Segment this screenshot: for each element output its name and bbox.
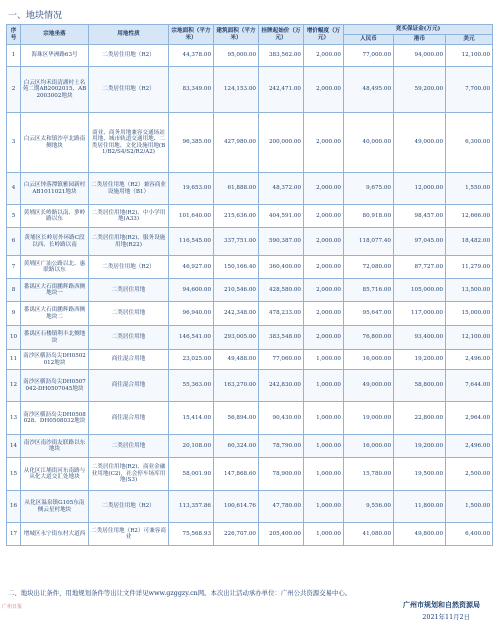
cell-no: 1 <box>7 45 21 67</box>
table-row <box>7 279 493 302</box>
cell-building: 150,166.40 <box>214 256 259 279</box>
cell-no: 12 <box>7 370 21 402</box>
table-row <box>7 205 493 228</box>
cell-use: 二类居住用地(R2)、服务设施用地(R22) <box>89 228 169 256</box>
land-parcel-table <box>6 24 493 546</box>
cell-no: 14 <box>7 435 21 458</box>
cell-building: 49,488.00 <box>214 350 259 370</box>
cell-location: 南沙区横沥岛尖DH0502012地块 <box>21 350 89 370</box>
cell-hkd: 93,400.00 <box>394 326 446 350</box>
cell-building: 293,005.00 <box>214 326 259 350</box>
cell-no: 8 <box>7 279 21 302</box>
cell-hkd: 11,800.00 <box>394 491 446 523</box>
cell-hkd: 94,000.00 <box>394 45 446 67</box>
header-increment: 增价幅度（万元） <box>304 25 344 45</box>
cell-building: 427,980.00 <box>214 113 259 173</box>
cell-price: 360,400.00 <box>259 256 304 279</box>
cell-no: 9 <box>7 302 21 326</box>
cell-hkd: 49,800.00 <box>394 523 446 546</box>
cell-area: 75,568.93 <box>169 523 214 546</box>
cell-use: 二类居住用地（R2） <box>89 45 169 67</box>
cell-increment: 1,000.00 <box>304 370 344 402</box>
cell-price: 200,000.00 <box>259 113 304 173</box>
header-use: 用地性质 <box>89 25 169 45</box>
cell-increment: 2,000.00 <box>304 326 344 350</box>
cell-rmb: 80,918.00 <box>344 205 394 228</box>
cell-location: 黄埔区广汕公路以北、惠联路以东 <box>21 256 89 279</box>
cell-area: 19,653.00 <box>169 173 214 205</box>
cell-price: 590,387.00 <box>259 228 304 256</box>
cell-rmb: 77,000.00 <box>344 45 394 67</box>
cell-use: 二类居住用地 <box>89 435 169 458</box>
cell-hkd: 19,500.00 <box>394 458 446 491</box>
cell-location: 增城区永宁街东村大道西 <box>21 523 89 546</box>
cell-building: 337,751.00 <box>214 228 259 256</box>
cell-usd: 12,100.00 <box>446 326 493 350</box>
cell-usd: 7,700.00 <box>446 67 493 113</box>
cell-usd: 12,666.00 <box>446 205 493 228</box>
cell-no: 15 <box>7 458 21 491</box>
cell-hkd: 22,800.00 <box>394 402 446 435</box>
cell-use: 商住混合用地 <box>89 402 169 435</box>
cell-price: 428,580.00 <box>259 279 304 302</box>
cell-increment: 1,000.00 <box>304 435 344 458</box>
cell-usd: 6,300.00 <box>446 113 493 173</box>
cell-use: 二类居住用地（R2）可兼容商业 <box>89 523 169 546</box>
table-row <box>7 45 493 67</box>
cell-rmb: 16,000.00 <box>344 435 394 458</box>
cell-price: 404,591.00 <box>259 205 304 228</box>
cell-usd: 13,500.00 <box>446 279 493 302</box>
footer-note: 二、地块出让条件，用地规划条件等出让文件详见www.gzggzy.cn网。本次出让活动承办单位：广州公共资源交易中心。 <box>8 589 352 597</box>
cell-usd: 12,100.00 <box>446 45 493 67</box>
cell-area: 96,940.00 <box>169 302 214 326</box>
header-hkd: 港币 <box>394 35 446 45</box>
cell-increment: 1,000.00 <box>304 491 344 523</box>
cell-rmb: 41,080.00 <box>344 523 394 546</box>
cell-price: 78,790.00 <box>259 435 304 458</box>
table-row <box>7 173 493 205</box>
section-heading: 一、地块情况 <box>8 11 63 21</box>
cell-hkd: 105,000.00 <box>394 279 446 302</box>
cell-increment: 2,000.00 <box>304 67 344 113</box>
cell-area: 113,357.86 <box>169 491 214 523</box>
cell-usd: 6,400.00 <box>446 523 493 546</box>
header-area: 宗地面积（平方米） <box>169 25 214 45</box>
cell-hkd: 117,000.00 <box>394 302 446 326</box>
cell-location: 南沙区横沥岛尖DH0508028、DH0508032地块 <box>21 402 89 435</box>
cell-no: 6 <box>7 228 21 256</box>
cell-building: 60,324.00 <box>214 435 259 458</box>
table-row <box>7 350 493 370</box>
cell-building: 124,153.00 <box>214 67 259 113</box>
cell-no: 17 <box>7 523 21 546</box>
cell-increment: 1,000.00 <box>304 402 344 435</box>
cell-no: 10 <box>7 326 21 350</box>
cell-location: 白云区钟落潭镇雅园新村AB1011021地块 <box>21 173 89 205</box>
table-row <box>7 113 493 173</box>
cell-no: 5 <box>7 205 21 228</box>
watermark: 广州日报 <box>2 604 23 610</box>
header-building: 建筑面积（平方米） <box>214 25 259 45</box>
cell-location: 白云区均禾街清湖村土名苑二期AB2002015、AB2003002地块 <box>21 67 89 113</box>
cell-price: 242,471.00 <box>259 67 304 113</box>
header-price: 挂牌起始价（万元） <box>259 25 304 45</box>
cell-price: 77,060.00 <box>259 350 304 370</box>
cell-rmb: 118,077.40 <box>344 228 394 256</box>
cell-rmb: 85,716.00 <box>344 279 394 302</box>
table-body <box>7 45 493 546</box>
cell-location: 番禺区大石街鹏辉路西侧地块二 <box>21 302 89 326</box>
cell-increment: 1,000.00 <box>304 458 344 491</box>
cell-location: 从化区江埔街河东南路与从化大道交汇处地块 <box>21 458 89 491</box>
cell-increment: 2,000.00 <box>304 45 344 67</box>
table-row <box>7 326 493 350</box>
cell-use: 商业、商务用地兼容交通场站用地、城市轨道交通用地、二类居住用地、文化设施用地(B1/B2/S4/S2/R2/A2) <box>89 113 169 173</box>
cell-building: 163,270.00 <box>214 370 259 402</box>
cell-building: 100,614.76 <box>214 491 259 523</box>
cell-building: 210,546.00 <box>214 279 259 302</box>
cell-hkd: 58,800.00 <box>394 370 446 402</box>
cell-rmb: 9,556.00 <box>344 491 394 523</box>
table-row <box>7 523 493 546</box>
cell-price: 383,548.00 <box>259 326 304 350</box>
cell-price: 383,562.00 <box>259 45 304 67</box>
cell-no: 3 <box>7 113 21 173</box>
cell-location: 番禺区石楼镇利丰北侧地块 <box>21 326 89 350</box>
cell-area: 83,349.00 <box>169 67 214 113</box>
table-row <box>7 67 493 113</box>
table-header <box>7 25 493 45</box>
cell-location: 黄埔区长岭路以南、萝岭路以东 <box>21 205 89 228</box>
cell-rmb: 40,000.00 <box>344 113 394 173</box>
cell-usd: 18,482.00 <box>446 228 493 256</box>
cell-rmb: 95,647.00 <box>344 302 394 326</box>
cell-use: 商住混合用地 <box>89 370 169 402</box>
cell-price: 478,233.00 <box>259 302 304 326</box>
cell-area: 101,640.00 <box>169 205 214 228</box>
cell-building: 242,348.00 <box>214 302 259 326</box>
table-row <box>7 458 493 491</box>
cell-usd: 2,500.00 <box>446 458 493 491</box>
cell-use: 二类居住用地 <box>89 326 169 350</box>
cell-area: 146,541.00 <box>169 326 214 350</box>
table-row <box>7 302 493 326</box>
cell-location: 南沙区南沙街友联路以东地块 <box>21 435 89 458</box>
cell-area: 20,108.00 <box>169 435 214 458</box>
cell-rmb: 76,800.00 <box>344 326 394 350</box>
cell-increment: 2,000.00 <box>304 113 344 173</box>
cell-area: 23,025.00 <box>169 350 214 370</box>
cell-rmb: 72,080.00 <box>344 256 394 279</box>
issuer: 广州市规划和自然资源局 <box>403 600 480 609</box>
cell-usd: 1,500.00 <box>446 491 493 523</box>
cell-increment: 1,000.00 <box>304 523 344 546</box>
cell-area: 58,001.90 <box>169 458 214 491</box>
cell-use: 二类居住用地(R2)、商业金融业用地(C2)，社会停车场库用地(S3) <box>89 458 169 491</box>
header-no: 序号 <box>7 25 21 45</box>
cell-use: 二类居住用地(R2)、中小学用地(A33) <box>89 205 169 228</box>
cell-price: 78,900.00 <box>259 458 304 491</box>
cell-usd: 2,496.00 <box>446 350 493 370</box>
cell-price: 242,830.00 <box>259 370 304 402</box>
cell-use: 二类居住用地 <box>89 302 169 326</box>
cell-area: 94,600.00 <box>169 279 214 302</box>
cell-hkd: 97,045.00 <box>394 228 446 256</box>
cell-rmb: 15,780.00 <box>344 458 394 491</box>
cell-location: 番禺区大石街鹏辉路西侧地块一 <box>21 279 89 302</box>
cell-increment: 2,000.00 <box>304 256 344 279</box>
cell-increment: 1,000.00 <box>304 350 344 370</box>
cell-rmb: 19,000.00 <box>344 402 394 435</box>
cell-no: 4 <box>7 173 21 205</box>
cell-no: 2 <box>7 67 21 113</box>
cell-price: 48,372.00 <box>259 173 304 205</box>
cell-use: 二类居住用地（R2）兼容商业设施用地（B1） <box>89 173 169 205</box>
cell-hkd: 59,200.00 <box>394 67 446 113</box>
cell-hkd: 19,200.00 <box>394 435 446 458</box>
cell-hkd: 12,000.00 <box>394 173 446 205</box>
cell-usd: 15,000.00 <box>446 302 493 326</box>
cell-area: 116,545.00 <box>169 228 214 256</box>
cell-building: 226,707.00 <box>214 523 259 546</box>
cell-location: 海珠区华洲路63号 <box>21 45 89 67</box>
cell-rmb: 9,675.00 <box>344 173 394 205</box>
header-deposit: 竞买保证金(万元) <box>344 25 493 35</box>
cell-rmb: 49,000.00 <box>344 370 394 402</box>
cell-hkd: 49,000.00 <box>394 113 446 173</box>
cell-use: 商住混合用地 <box>89 350 169 370</box>
cell-usd: 2,496.00 <box>446 435 493 458</box>
cell-no: 16 <box>7 491 21 523</box>
cell-usd: 1,550.00 <box>446 173 493 205</box>
cell-area: 15,414.00 <box>169 402 214 435</box>
cell-building: 147,868.60 <box>214 458 259 491</box>
cell-building: 215,636.00 <box>214 205 259 228</box>
cell-building: 61,888.00 <box>214 173 259 205</box>
cell-no: 11 <box>7 350 21 370</box>
cell-area: 55,363.00 <box>169 370 214 402</box>
header-location: 宗地坐落 <box>21 25 89 45</box>
cell-use: 二类居住用地（R2） <box>89 491 169 523</box>
cell-price: 205,400.00 <box>259 523 304 546</box>
cell-price: 90,430.00 <box>259 402 304 435</box>
cell-usd: 11,279.00 <box>446 256 493 279</box>
cell-hkd: 19,200.00 <box>394 350 446 370</box>
cell-rmb: 16,000.00 <box>344 350 394 370</box>
table-row <box>7 370 493 402</box>
cell-area: 46,927.00 <box>169 256 214 279</box>
cell-use: 二类居住用地 <box>89 279 169 302</box>
cell-increment: 2,000.00 <box>304 205 344 228</box>
header-rmb: 人民币 <box>344 35 394 45</box>
cell-location: 白云区太和镇沙亭北路南侧地块 <box>21 113 89 173</box>
cell-location: 南沙区横沥岛尖DH0507042-DH0507045地块 <box>21 370 89 402</box>
cell-increment: 2,000.00 <box>304 228 344 256</box>
cell-area: 96,385.00 <box>169 113 214 173</box>
cell-no: 13 <box>7 402 21 435</box>
table-row <box>7 402 493 435</box>
issue-date: 2021年11月2日 <box>422 613 470 621</box>
cell-increment: 2,000.00 <box>304 279 344 302</box>
cell-location: 黄埔区长岭居外环路C段以西、长岭路以南 <box>21 228 89 256</box>
cell-use: 二类居住用地（R2） <box>89 67 169 113</box>
table-row <box>7 256 493 279</box>
cell-area: 44,378.00 <box>169 45 214 67</box>
cell-usd: 7,644.00 <box>446 370 493 402</box>
cell-location: 从化区温泉镇G105东南侧云星村地块 <box>21 491 89 523</box>
cell-building: 56,894.00 <box>214 402 259 435</box>
cell-price: 47,780.00 <box>259 491 304 523</box>
cell-usd: 2,964.00 <box>446 402 493 435</box>
header-usd: 美元 <box>446 35 493 45</box>
table-row <box>7 435 493 458</box>
cell-increment: 2,000.00 <box>304 173 344 205</box>
cell-use: 二类居住用地（R2） <box>89 256 169 279</box>
cell-hkd: 87,727.00 <box>394 256 446 279</box>
cell-no: 7 <box>7 256 21 279</box>
cell-building: 95,000.00 <box>214 45 259 67</box>
cell-hkd: 98,457.00 <box>394 205 446 228</box>
cell-increment: 2,000.00 <box>304 302 344 326</box>
table-row <box>7 491 493 523</box>
cell-rmb: 48,495.00 <box>344 67 394 113</box>
table-row <box>7 228 493 256</box>
